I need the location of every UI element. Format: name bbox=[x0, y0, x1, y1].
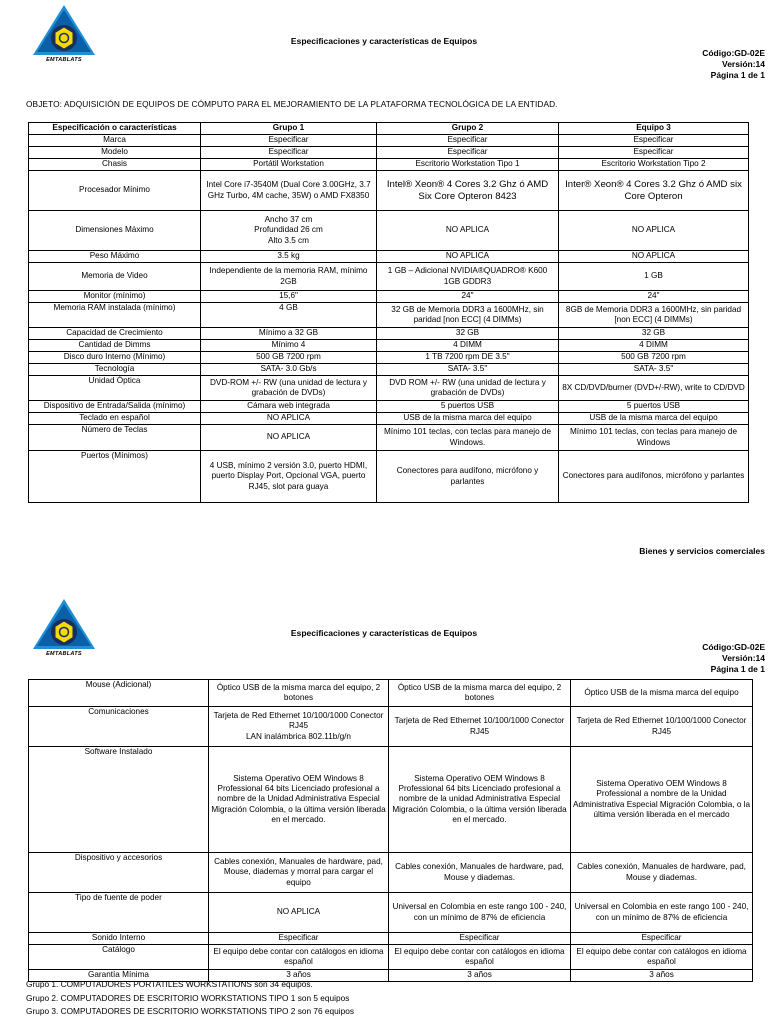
spec-value: 5 puertos USB bbox=[377, 401, 559, 413]
spec-value: Ancho 37 cm Profundidad 26 cm Alto 3.5 cm bbox=[201, 211, 377, 251]
document-version: Versión:14 bbox=[722, 653, 765, 663]
spec-value: 3 años bbox=[209, 970, 389, 982]
spec-value: Mínimo 101 teclas, con teclas para manejo de Windows. bbox=[377, 425, 559, 451]
spec-label: Peso Máximo bbox=[29, 251, 201, 263]
spec-value: Conectores para audífono, micrófono y parlantes bbox=[377, 451, 559, 503]
spec-value: 500 GB 7200 rpm bbox=[201, 352, 377, 364]
column-header: Grupo 1 bbox=[201, 123, 377, 135]
spec-value: 32 GB de Memoria DDR3 a 1600MHz, sin paridad [non ECC] (4 DIMMs) bbox=[377, 303, 559, 328]
document-page: Página 1 de 1 bbox=[710, 664, 765, 674]
spec-label: Marca bbox=[29, 135, 201, 147]
spec-value: El equipo debe contar con catálogos en idioma español bbox=[389, 945, 571, 970]
spec-label: Puertos (Mínimos) bbox=[29, 451, 201, 503]
document-meta bbox=[702, 48, 765, 81]
spec-label: Unidad Óptica bbox=[29, 376, 201, 401]
spec-value: Especificar bbox=[209, 933, 389, 945]
table-row bbox=[29, 680, 753, 707]
spec-value: Universal en Colombia en este rango 100 - 240, con un mínimo de 87% de eficiencia bbox=[389, 893, 571, 933]
spec-label: Dispositivo de Entrada/Salida (mínimo) bbox=[29, 401, 201, 413]
spec-value: Sistema Operativo OEM Windows 8 Professional a nombre de la Unidad Administrativa Especial Migración Colombia, o la última versión liberada en el mercado bbox=[571, 747, 753, 853]
spec-value: Portátil Workstation bbox=[201, 159, 377, 171]
spec-value: NO APLICA bbox=[559, 251, 749, 263]
spec-value: Mínimo a 32 GB bbox=[201, 328, 377, 340]
table-row bbox=[29, 147, 749, 159]
logo-label: EMTABLATS bbox=[46, 651, 82, 657]
table-row bbox=[29, 893, 753, 933]
spec-value: El equipo debe contar con catálogos en idioma español bbox=[209, 945, 389, 970]
triangle-nut-logo-icon bbox=[32, 598, 96, 650]
spec-value: Especificar bbox=[201, 147, 377, 159]
spec-value: 24" bbox=[559, 291, 749, 303]
spec-value: Intel Core i7-3540M (Dual Core 3.00GHz, 3.7 GHz Turbo, 4M cache, 35W) o AMD FX8350 bbox=[201, 171, 377, 211]
table-row bbox=[29, 425, 749, 451]
spec-value: 32 GB bbox=[377, 328, 559, 340]
spec-value: 4 DIMM bbox=[559, 340, 749, 352]
objeto-statement: OBJETO: ADQUISICIÓN DE EQUIPOS DE CÓMPUTO PARA EL MEJORAMIENTO DE LA PLATAFORMA TECNOLÓGICA DE LA ENTIDAD. bbox=[26, 99, 558, 109]
spec-label: Tecnología bbox=[29, 364, 201, 376]
spec-value: Cables conexión, Manuales de hardware, pad, Mouse y diademas. bbox=[571, 853, 753, 893]
spec-label: Software Instalado bbox=[29, 747, 209, 853]
document-version: Versión:14 bbox=[722, 59, 765, 69]
spec-label: Memoria de Video bbox=[29, 263, 201, 291]
document-code: Código:GD-02E bbox=[702, 48, 765, 58]
table-row bbox=[29, 291, 749, 303]
spec-label: Modelo bbox=[29, 147, 201, 159]
spec-value: NO APLICA bbox=[209, 893, 389, 933]
spec-value: Conectores para audífonos, micrófono y parlantes bbox=[559, 451, 749, 503]
document-page: Página 1 de 1 bbox=[710, 70, 765, 80]
spec-value: 4 GB bbox=[201, 303, 377, 328]
spec-value: Especificar bbox=[201, 135, 377, 147]
spec-value: 24" bbox=[377, 291, 559, 303]
table-row bbox=[29, 364, 749, 376]
page-footer: Bienes y servicios comerciales bbox=[639, 546, 765, 556]
table-row bbox=[29, 376, 749, 401]
spec-label: Procesador Mínimo bbox=[29, 171, 201, 211]
group-notes bbox=[26, 978, 354, 1019]
spec-value: Cables conexión, Manuales de hardware, pad, Mouse y diademas. bbox=[389, 853, 571, 893]
document-code: Código:GD-02E bbox=[702, 642, 765, 652]
spec-label: Tipo de fuente de poder bbox=[29, 893, 209, 933]
column-header: Grupo 2 bbox=[377, 123, 559, 135]
spec-value: Intel® Xeon® 4 Cores 3.2 Ghz ó AMD Six Core Opteron 8423 bbox=[377, 171, 559, 211]
spec-value: NO APLICA bbox=[201, 413, 377, 425]
triangle-nut-logo-icon bbox=[32, 4, 96, 56]
spec-value: SATA- 3.5" bbox=[377, 364, 559, 376]
spec-value: 500 GB 7200 rpm bbox=[559, 352, 749, 364]
spec-value: 3.5 kg bbox=[201, 251, 377, 263]
logo-label: EMTABLATS bbox=[46, 57, 82, 63]
spec-label: Sonido Interno bbox=[29, 933, 209, 945]
note-line: Grupo 2. COMPUTADORES DE ESCRITORIO WORKSTATIONS TIPO 1 son 5 equipos bbox=[26, 992, 350, 1003]
spec-value: Especificar bbox=[377, 147, 559, 159]
spec-value: Especificar bbox=[559, 147, 749, 159]
spec-label: Mouse (Adicional) bbox=[29, 680, 209, 707]
spec-value: USB de la misma marca del equipo bbox=[377, 413, 559, 425]
spec-value: SATA- 3.5" bbox=[559, 364, 749, 376]
table-row bbox=[29, 328, 749, 340]
spec-value: 1 TB 7200 rpm DE 3.5" bbox=[377, 352, 559, 364]
table-row bbox=[29, 401, 749, 413]
table-row bbox=[29, 853, 753, 893]
spec-value: Especificar bbox=[389, 933, 571, 945]
spec-value: Especificar bbox=[571, 933, 753, 945]
spec-value: 1 GB – Adicional NVIDIA®QUADRO® K600 1GB GDDR3 bbox=[377, 263, 559, 291]
table-row bbox=[29, 933, 753, 945]
table-row bbox=[29, 945, 753, 970]
spec-value: 3 años bbox=[571, 970, 753, 982]
spec-value: 3 años bbox=[389, 970, 571, 982]
table-row bbox=[29, 303, 749, 328]
spec-value: Sistema Operativo OEM Windows 8 Professional 64 bits Licenciado profesional a nombre de la Unidad Administrativa Especial Migración Colombia, o la última versión liberada en el mercado. bbox=[209, 747, 389, 853]
spec-value: Especificar bbox=[559, 135, 749, 147]
specs-table-1 bbox=[28, 122, 749, 503]
spec-value: El equipo debe contar con catálogos en idioma español bbox=[571, 945, 753, 970]
table-row bbox=[29, 707, 753, 747]
spec-label: Memoria RAM instalada (mínimo) bbox=[29, 303, 201, 328]
document-title: Especificaciones y características de Equipos bbox=[290, 628, 478, 638]
spec-value: Óptico USB de la misma marca del equipo bbox=[571, 680, 753, 707]
spec-value: 32 GB bbox=[559, 328, 749, 340]
spec-label: Chasis bbox=[29, 159, 201, 171]
spec-value: 1 GB bbox=[559, 263, 749, 291]
spec-value: Óptico USB de la misma marca del equipo, 2 botones bbox=[389, 680, 571, 707]
spec-value: Cámara web integrada bbox=[201, 401, 377, 413]
spec-value: Tarjeta de Red Ethernet 10/100/1000 Conector RJ45 bbox=[571, 707, 753, 747]
spec-label: Cantidad de Dimms bbox=[29, 340, 201, 352]
table-row bbox=[29, 171, 749, 211]
specs-table-2 bbox=[28, 679, 753, 982]
table-row bbox=[29, 747, 753, 853]
spec-label: Capacidad de Crecimiento bbox=[29, 328, 201, 340]
spec-label: Dimensiones Máximo bbox=[29, 211, 201, 251]
table-header-row bbox=[29, 123, 749, 135]
table-row bbox=[29, 451, 749, 503]
spec-value: Cables conexión, Manuales de hardware, pad, Mouse, diademas y morral para cargar el equipo bbox=[209, 853, 389, 893]
column-header: Especificación o características bbox=[29, 123, 201, 135]
spec-value: NO APLICA bbox=[377, 211, 559, 251]
spec-value: Independiente de la memoria RAM, mínimo 2GB bbox=[201, 263, 377, 291]
table-row bbox=[29, 251, 749, 263]
spec-value: Tarjeta de Red Ethernet 10/100/1000 Conector RJ45 bbox=[389, 707, 571, 747]
spec-value: Mínimo 4 bbox=[201, 340, 377, 352]
table-row bbox=[29, 352, 749, 364]
spec-label: Número de Teclas bbox=[29, 425, 201, 451]
document-title: Especificaciones y características de Equipos bbox=[290, 36, 478, 46]
spec-value: NO APLICA bbox=[201, 425, 377, 451]
spec-value: Especificar bbox=[377, 135, 559, 147]
company-logo bbox=[30, 4, 98, 63]
spec-value: Inter® Xeon® 4 Cores 3.2 Ghz ó AMD six Core Opteron bbox=[559, 171, 749, 211]
spec-value: DVD ROM +/- RW (una unidad de lectura y grabación de DVDs) bbox=[377, 376, 559, 401]
table-row bbox=[29, 135, 749, 147]
column-header: Equipo 3 bbox=[559, 123, 749, 135]
spec-value: 8GB de Memoria DDR3 a 1600MHz, sin paridad [non ECC] (4 DIMMs) bbox=[559, 303, 749, 328]
spec-label: Teclado en español bbox=[29, 413, 201, 425]
spec-value: SATA- 3.0 Gb/s bbox=[201, 364, 377, 376]
spec-value: 4 DIMM bbox=[377, 340, 559, 352]
spec-value: Universal en Colombia en este rango 100 - 240, con un mínimo de 87% de eficiencia bbox=[571, 893, 753, 933]
note-line: Grupo 3. COMPUTADORES DE ESCRITORIO WORKSTATIONS TIPO 2 son 76 equipos bbox=[26, 1006, 354, 1016]
spec-value: 5 puertos USB bbox=[559, 401, 749, 413]
table-row bbox=[29, 340, 749, 352]
table-row bbox=[29, 263, 749, 291]
spec-label: Monitor (mínimo) bbox=[29, 291, 201, 303]
spec-label: Dispositivo y accesorios bbox=[29, 853, 209, 893]
spec-value: Sistema Operativo OEM Windows 8 Professional 64 bits Licenciado profesional a nombre de la unidad Administrativa Especial Migración Colombia, o la última versión liberada en el mercado. bbox=[389, 747, 571, 853]
spec-value: Escritorio Workstation Tipo 2 bbox=[559, 159, 749, 171]
spec-value: USB de la misma marca del equipo bbox=[559, 413, 749, 425]
spec-value: Óptico USB de la misma marca del equipo, 2 botones bbox=[209, 680, 389, 707]
spec-value: 4 USB, mínimo 2 versión 3.0, puerto HDMI, puerto Display Port, Opcional VGA, puerto RJ45, slot para guaya bbox=[201, 451, 377, 503]
table-row bbox=[29, 413, 749, 425]
spec-value: NO APLICA bbox=[377, 251, 559, 263]
document-meta bbox=[702, 642, 765, 675]
table-row bbox=[29, 159, 749, 171]
note-line: Grupo 1. COMPUTADORES PORTATILES WORKSTATIONS son 34 equipos. bbox=[26, 979, 313, 989]
spec-value: Tarjeta de Red Ethernet 10/100/1000 Conector RJ45 LAN inalámbrica 802.11b/g/n bbox=[209, 707, 389, 747]
spec-label: Comunicaciones bbox=[29, 707, 209, 747]
spec-value: 15,6" bbox=[201, 291, 377, 303]
spec-value: Escritorio Workstation Tipo 1 bbox=[377, 159, 559, 171]
spec-value: DVD-ROM +/- RW (una unidad de lectura y grabación de DVDs) bbox=[201, 376, 377, 401]
spec-label: Catálogo bbox=[29, 945, 209, 970]
table-row bbox=[29, 211, 749, 251]
spec-label: Disco duro Interno (Mínimo) bbox=[29, 352, 201, 364]
spec-value: Mínimo 101 teclas, con teclas para manejo de Windows bbox=[559, 425, 749, 451]
spec-value: 8X CD/DVD/burner (DVD+/-RW), write to CD/DVD bbox=[559, 376, 749, 401]
spec-value: NO APLICA bbox=[559, 211, 749, 251]
spec-label: Garantía Mínima bbox=[29, 970, 209, 982]
